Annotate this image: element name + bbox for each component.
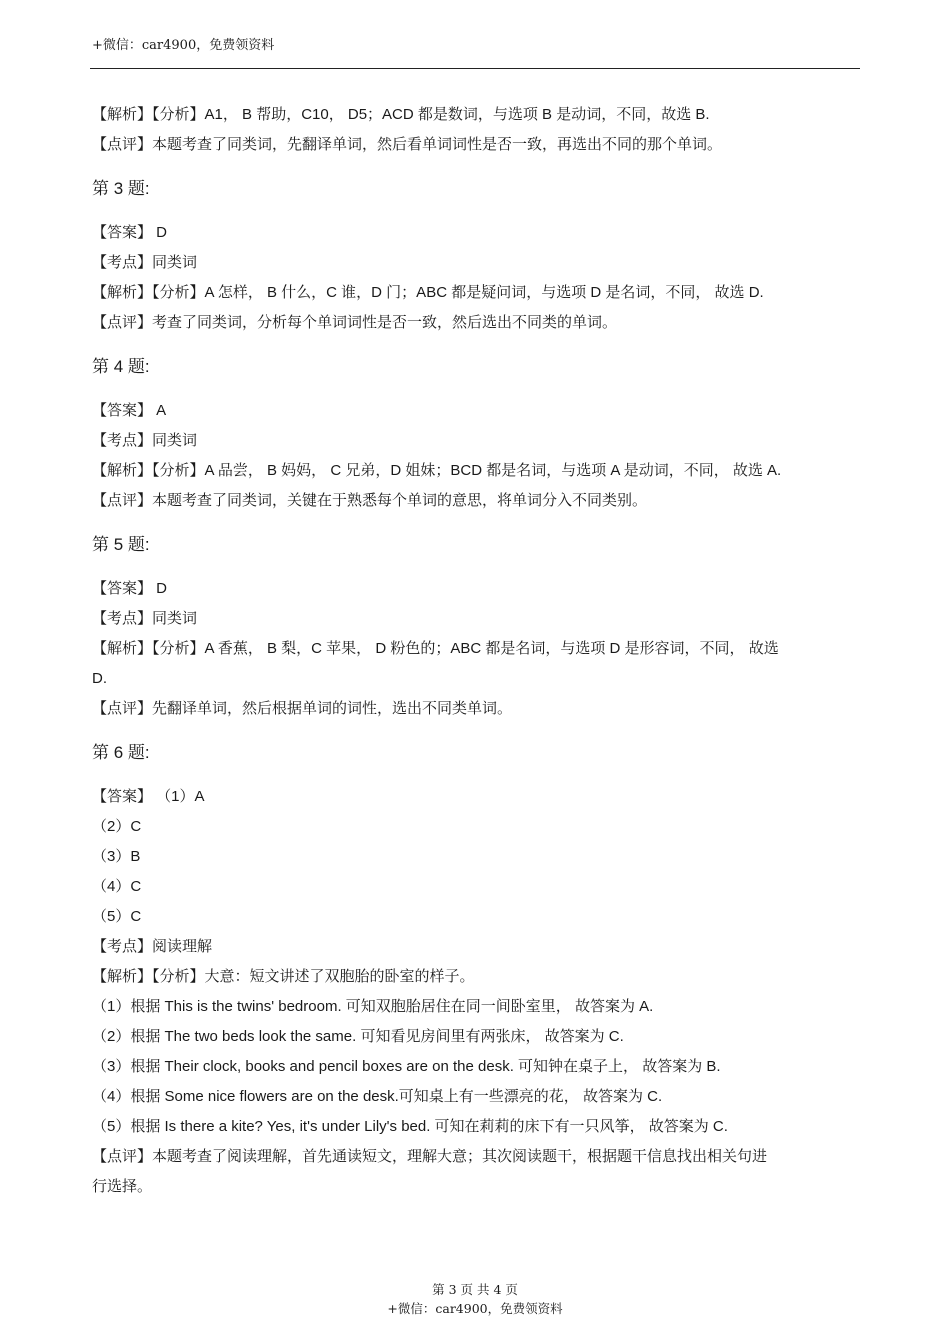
analysis-item: （5）根据 Is there a kite? Yes, it's under Lily's bed. 可知在莉莉的床下有一只风筝， 故答案为 C. [92, 1118, 728, 1135]
intro-analysis: 【解析】【分析】A1， B 帮助，C10， D5；ACD 都是数词，与选项 B 是动词，不同，故选 B. [92, 106, 710, 123]
intro-comment: 【点评】本题考查了同类词，先翻译单词，然后看单词词性是否一致，再选出不同的那个单词。 [92, 136, 723, 153]
answer-item: （5）C [92, 908, 142, 925]
analysis-item: （4）根据 Some nice flowers are on the desk.可知桌上有一些漂亮的花， 故答案为 C. [92, 1088, 663, 1105]
comment-line: 【点评】本题考查了同类词，关键在于熟悉每个单词的意思，将单词分入不同类别。 [92, 492, 648, 509]
comment-line: 【点评】本题考查了阅读理解，首先通读短文，理解大意；其次阅读题干，根据题干信息找出相关句进 [92, 1148, 768, 1165]
analysis-item: （3）根据 Their clock, books and pencil boxes are on the desk. 可知钟在桌子上， 故答案为 B. [92, 1058, 721, 1075]
analysis-item: （2）根据 The two beds look the same. 可知看见房间里有两张床， 故答案为 C. [92, 1028, 624, 1045]
question-heading: 第 4 题: [92, 357, 150, 376]
topic-line: 【考点】阅读理解 [92, 938, 213, 955]
analysis-item: （1）根据 This is the twins' bedroom. 可知双胞胎居住在同一间卧室里， 故答案为 A. [92, 998, 654, 1015]
analysis-line: 【解析】【分析】A 怎样， B 什么，C 谁，D 门；ABC 都是疑问词，与选项 D 是名词，不同， 故选 D. [92, 284, 764, 301]
comment-line-continued: 行选择。 [92, 1178, 153, 1195]
header-divider [90, 68, 860, 69]
analysis-line: 【解析】【分析】A 品尝， B 妈妈， C 兄弟，D 姐妹；BCD 都是名词，与选项 A 是动词，不同， 故选 A. [92, 462, 782, 479]
comment-line: 【点评】先翻译单词，然后根据单词的词性，选出不同类单词。 [92, 700, 513, 717]
footer-promo: +微信：car4900，免费领资料 [387, 1301, 563, 1316]
topic-line: 【考点】同类词 [92, 432, 198, 449]
topic-line: 【考点】同类词 [92, 254, 198, 271]
page-header: +微信：car4900，免费领资料 [92, 38, 275, 53]
answer-item: （4）C [92, 878, 142, 895]
answer-item: （3）B [92, 848, 141, 865]
comment-line: 【点评】考查了同类词，分析每个单词词性是否一致，然后选出不同类的单词。 [92, 314, 618, 331]
question-heading: 第 5 题: [92, 535, 150, 554]
answer-line: 【答案】 （1）A [92, 788, 205, 805]
page-number: 第 3 页 共 4 页 [432, 1282, 518, 1297]
answer-line: 【答案】 D [92, 224, 168, 241]
analysis-line: 【解析】【分析】大意：短文讲述了双胞胎的卧室的样子。 [92, 968, 475, 985]
answer-line: 【答案】 D [92, 580, 168, 597]
document-body [92, 100, 852, 1202]
answer-line: 【答案】 A [92, 402, 167, 419]
topic-line: 【考点】同类词 [92, 610, 198, 627]
question-heading: 第 6 题: [92, 743, 150, 762]
analysis-line-continued: D. [92, 670, 107, 687]
analysis-line: 【解析】【分析】A 香蕉， B 梨，C 苹果， D 粉色的；ABC 都是名词，与选项 D 是形容词，不同， 故选 [92, 640, 779, 657]
question-heading: 第 3 题: [92, 179, 150, 198]
answer-item: （2）C [92, 818, 142, 835]
